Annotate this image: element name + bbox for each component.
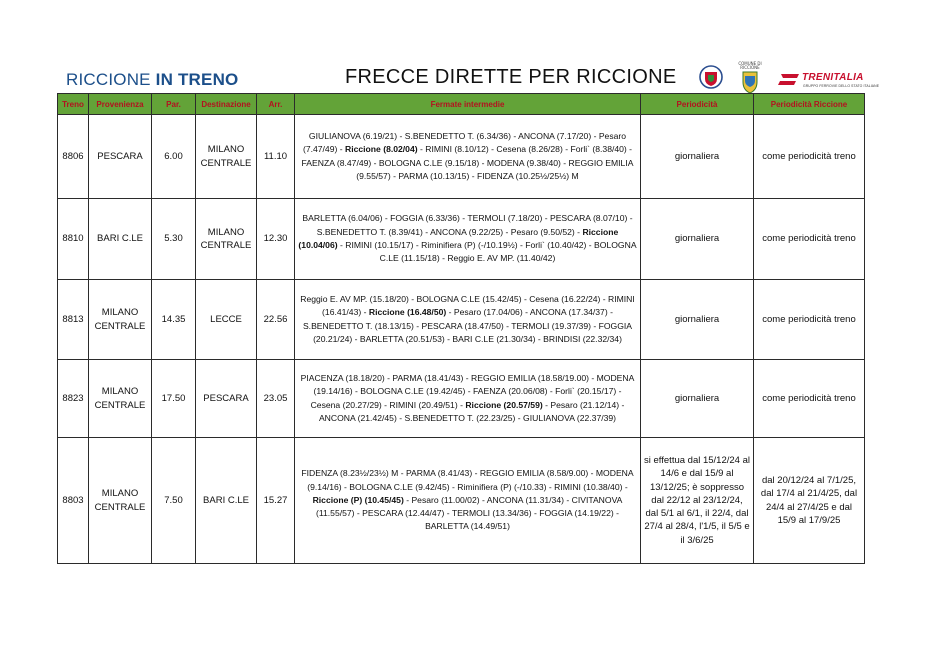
cell-periodicita: giornaliera	[641, 360, 754, 438]
table-row	[58, 360, 865, 438]
table-row	[58, 199, 865, 280]
cell-treno: 8803	[58, 438, 89, 564]
region-crest-icon	[699, 64, 723, 90]
col-header-treno: Treno	[58, 94, 89, 115]
table-header-row	[58, 94, 865, 115]
brand-part-2: IN TRENO	[155, 70, 239, 89]
stops-before: BARLETTA (6.04/06) - FOGGIA (6.33/36) - TERMOLI (7.18/20) - PESCARA (8.07/10) - S.BENEDETTO T. (8.39/41) - ANCONA (9.22/25) - Pesaro (9.50/52) -	[302, 213, 633, 237]
table-row	[58, 438, 865, 564]
cell-provenienza: BARI C.LE	[89, 199, 152, 280]
cell-treno: 8813	[58, 280, 89, 360]
cell-treno: 8823	[58, 360, 89, 438]
cell-arrivo: 15.27	[257, 438, 295, 564]
stops-riccione: Riccione (10.04/06)	[298, 226, 619, 250]
comune-logo	[736, 62, 764, 96]
stops-riccione: Riccione (16.48/50)	[368, 307, 447, 318]
cell-partenza: 5.30	[152, 199, 196, 280]
cell-periodicita-riccione: come periodicità treno	[754, 280, 865, 360]
cell-fermate	[295, 438, 641, 564]
cell-periodicita-riccione: dal 20/12/24 al 7/1/25, dal 17/4 al 21/4/25, dal 24/4 al 27/4/25 e dal 15/9 al 17/9/25	[754, 438, 865, 564]
cell-arrivo: 22.56	[257, 280, 295, 360]
stops-before: FIDENZA (8.23½/23½) M - PARMA (8.41/43) - REGGIO EMILIA (8.58/9.00) - MODENA (9.14/16) - BOLOGNA C.LE (9.42/45) - Riminifiera (P) (-/10.33) - RIMINI (10.38/40) -	[301, 468, 634, 492]
trenitalia-wordmark: TRENITALIA	[802, 72, 864, 83]
stops-after: - RIMINI (10.15/17) - Riminifiera (P) (-/10.19½) - Forli` (10.40/42) - BOLOGNA C.LE (11.15/18) - Reggio E. AV MP. (11.40/42)	[337, 240, 637, 264]
cell-destinazione: LECCE	[196, 280, 257, 360]
cell-partenza: 6.00	[152, 115, 196, 199]
stops-after: - RIMINI (8.10/12) - Cesena (8.26/28) - Forli` (8.38/40) - FAENZA (8.47/49) - BOLOGNA C.LE (9.15/18) - MODENA (9.38/40) - REGGIO EMILIA (9.55/57) - PARMA (10.13/15) - FIDENZA (10.25½/25½) M	[301, 144, 634, 181]
stops-riccione: Riccione (8.02/04)	[345, 144, 418, 155]
cell-partenza: 17.50	[152, 360, 196, 438]
stops-riccione: Riccione (P) (10.45/45)	[312, 494, 404, 505]
cell-provenienza: MILANO CENTRALE	[89, 280, 152, 360]
stops-riccione: Riccione (20.57/59)	[465, 399, 543, 410]
brand-title	[66, 70, 238, 90]
cell-provenienza: MILANO CENTRALE	[89, 438, 152, 564]
cell-periodicita-riccione: come periodicità treno	[754, 360, 865, 438]
col-header-partenza: Par.	[152, 94, 196, 115]
cell-periodicita-riccione: come periodicità treno	[754, 199, 865, 280]
fs-logo-icon	[778, 70, 802, 90]
cell-destinazione: MILANO CENTRALE	[196, 115, 257, 199]
table-row	[58, 280, 865, 360]
cell-destinazione: BARI C.LE	[196, 438, 257, 564]
cell-arrivo: 12.30	[257, 199, 295, 280]
logo-strip	[696, 61, 880, 96]
stops-after: - Pesaro (11.00/02) - ANCONA (11.31/34) - CIVITANOVA (11.55/57) - PESCARA (12.44/47) - TERMOLI (13.34/36) - FOGGIA (14.19/22) - BARLETTA (14.49/51)	[316, 494, 623, 532]
timetable	[57, 93, 865, 564]
cell-fermate	[295, 360, 641, 438]
stops-before: Reggio E. AV MP. (15.18/20) - BOLOGNA C.LE (15.42/45) - Cesena (16.22/24) - RIMINI (16.41/43) -	[300, 293, 635, 318]
col-header-periodicita: Periodicità	[641, 94, 754, 115]
stops-before: PIACENZA (18.18/20) - PARMA (18.41/43) - REGGIO EMILIA (18.58/19.00) - MODENA (19.14/16) - BOLOGNA C.LE (19.42/45) - FAENZA (20.06/08) - Forli` (20.15/17) - Cesena (20.27/29) - RIMINI (20.49/51) -	[300, 372, 635, 410]
comune-shield-icon	[736, 62, 764, 96]
col-header-arrivo: Arr.	[257, 94, 295, 115]
col-header-destinazione: Destinazione	[196, 94, 257, 115]
cell-arrivo: 11.10	[257, 115, 295, 199]
cell-fermate	[295, 280, 641, 360]
cell-arrivo: 23.05	[257, 360, 295, 438]
cell-fermate	[295, 115, 641, 199]
trenitalia-subtitle: GRUPPO FERROVIE DELLO STATO ITALIANE	[803, 84, 880, 88]
col-header-periodicita-riccione: Periodicità Riccione	[754, 94, 865, 115]
cell-partenza: 14.35	[152, 280, 196, 360]
stops-before: GIULIANOVA (6.19/21) - S.BENEDETTO T. (6.34/36) - ANCONA (7.17/20) - Pesaro (7.47/49) -	[302, 130, 627, 155]
stops-after: - Pesaro (21.12/14) - ANCONA (21.42/45) - S.BENEDETTO T. (22.23/25) - GIULIANOVA (22.37/39)	[318, 399, 625, 423]
col-header-provenienza: Provenienza	[89, 94, 152, 115]
cell-periodicita: giornaliera	[641, 199, 754, 280]
cell-periodicita: giornaliera	[641, 280, 754, 360]
comune-logo-text: COMUNE DI RICCIONE	[738, 61, 762, 70]
cell-treno: 8806	[58, 115, 89, 199]
cell-treno: 8810	[58, 199, 89, 280]
col-header-fermate: Fermate intermedie	[295, 94, 641, 115]
cell-fermate	[295, 199, 641, 280]
cell-periodicita: si effettua dal 15/12/24 al 14/6 e dal 15/9 al 13/12/25; è soppresso dal 22/12 al 23/12/24, dal 5/1 al 6/1, il 22/4, dal 27/4 al 28/4, l'1/5, il 5/5 e il 3/6/25	[641, 438, 754, 564]
cell-periodicita-riccione: come periodicità treno	[754, 115, 865, 199]
table-row	[58, 115, 865, 199]
cell-provenienza: PESCARA	[89, 115, 152, 199]
brand-part-1: RICCIONE	[66, 70, 156, 89]
cell-destinazione: MILANO CENTRALE	[196, 199, 257, 280]
cell-destinazione: PESCARA	[196, 360, 257, 438]
page-title: FRECCE DIRETTE PER RICCIONE	[345, 66, 677, 88]
trenitalia-logo	[778, 68, 880, 94]
cell-partenza: 7.50	[152, 438, 196, 564]
cell-provenienza: MILANO CENTRALE	[89, 360, 152, 438]
cell-periodicita: giornaliera	[641, 115, 754, 199]
stops-after: - Pesaro (17.04/06) - ANCONA (17.34/37) - S.BENEDETTO T. (18.13/15) - PESCARA (18.47/50) - TERMOLI (19.37/39) - FOGGIA (20.21/24) - BARLETTA (20.51/53) - BARI C.LE (21.30/34) - BRINDISI (22.32/34)	[302, 307, 633, 344]
